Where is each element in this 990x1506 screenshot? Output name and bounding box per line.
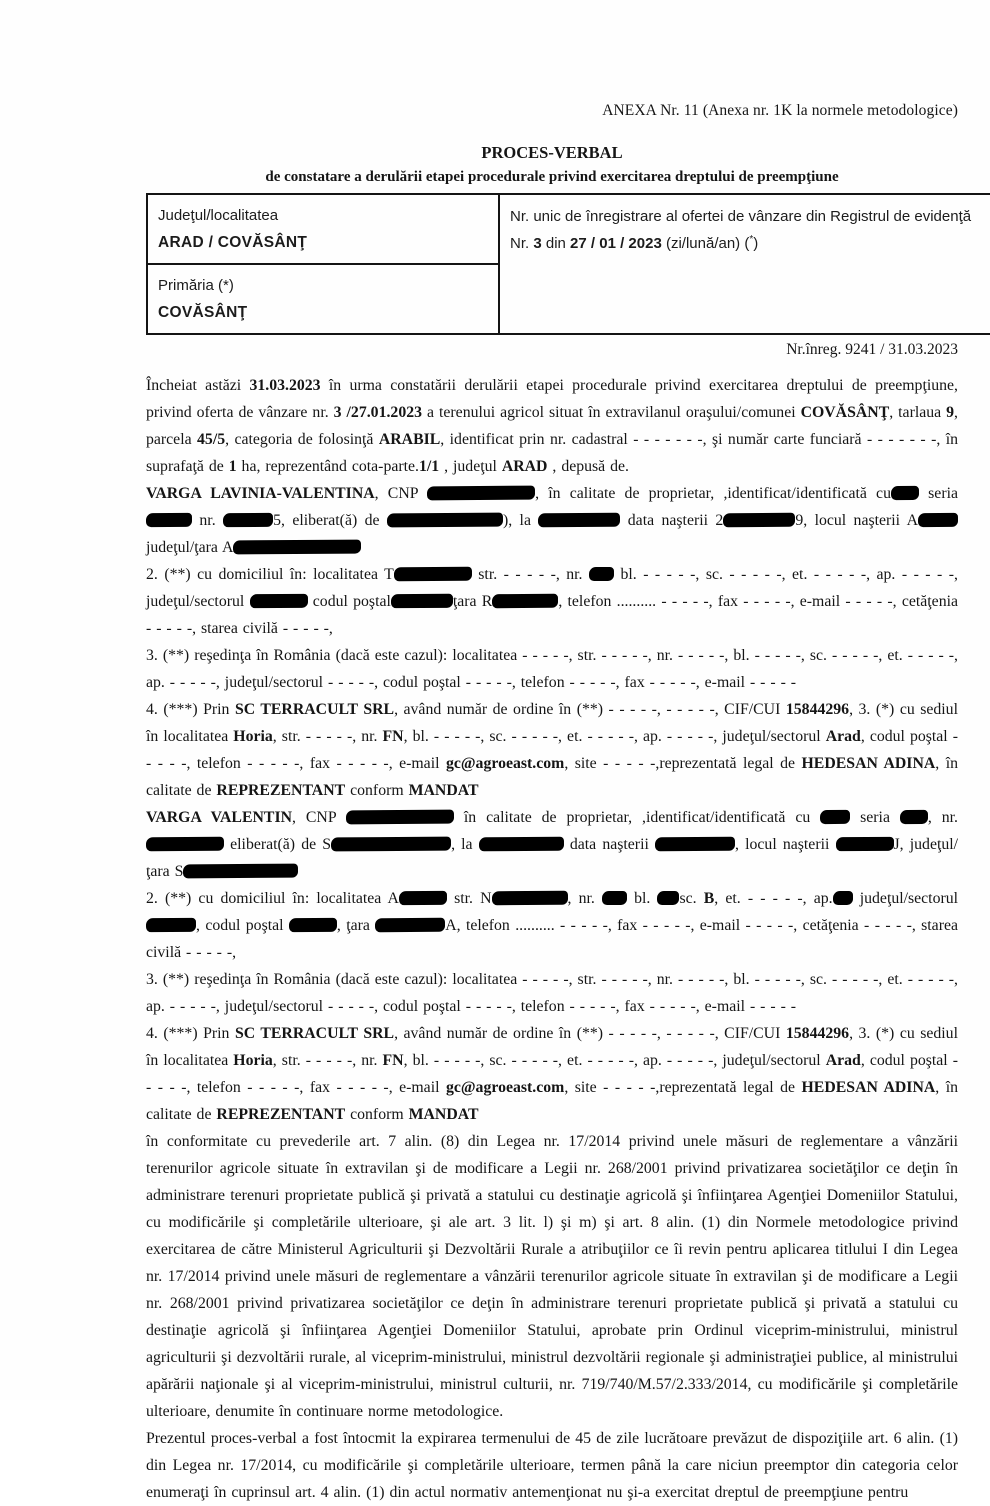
redaction-block <box>657 891 679 905</box>
table-row <box>147 194 990 264</box>
redaction-block <box>375 918 445 932</box>
paragraph-1: Încheiat astăzi 31.03.2023 în urma constatării derulării etapei procedurale privind exercitarea dreptului de preempţiune, privind oferta de vânzare nr. 3 /27.01.2023 a terenului agricol situat în extravilanul oraşului/comunei COVĂSÂNŢ, tarlaua 9, parcela 45/5, categoria de folosinţă ARABIL, identificat prin nr. cadastral - - - - - - -, şi număr carte funciară - - - - - - -, în suprafaţă de 1 ha, reprezentând cota-parte.1/1 , judeţul ARAD , depusă de. <box>146 377 958 475</box>
document-body <box>146 372 958 1506</box>
paragraph-5: 4. (***) Prin SC TERRACULT SRL, având număr de ordine în (**) - - - - -, - - - - -, CIF/CUI 15844296, 3. (*) cu sediul în localitatea Horia, str. - - - - -, nr. FN, bl. - - - - -, sc. - - - - -, et. - - - - -, ap. - - - - -, judeţul/sectorul Arad, codul poştal - - - - -, telefon - - - - -, fax - - - - -, e-mail gc@agroeast.com, site - - - - -,reprezentată legal de HEDESAN ADINA, în calitate de REPREZENTANT conform MANDAT <box>146 701 959 799</box>
cityhall-label: Primăria (*) <box>158 277 234 294</box>
redaction-block <box>183 864 298 879</box>
redaction-block <box>891 486 919 500</box>
offer-registration-label: Nr. unic de înregistrare al ofertei de vânzare din Registrul de evidenţă <box>510 208 972 225</box>
paragraph-10: în conformitate cu prevederile art. 7 alin. (8) din Legea nr. 17/2014 privind unele măsuri de reglementare a vânzării terenurilor agricole situate în extravilan şi de modificare a Legii nr. 268/2001 privind privatizarea societăţilor ce deţin în administrare terenuri proprietate publică şi privată a statului cu destinaţie agricolă şi înfiinţarea Agenţiei Domeniilor Statului, cu modificările şi completările ulterioare, şi ale art. 3 lit. l) şi m) şi art. 8 alin. (1) din Normele metodologice privind exercitarea de către Ministerul Agriculturii şi Dezvoltării Rurale a atribuţiilor ce îi revin pentru aplicarea titlului I din Legea nr. 17/2014 privind unele măsuri de reglementare a vânzării terenurilor agricole situate în extravilan şi de modificare a Legii nr. 268/2001 privind privatizarea societăţilor ce deţin în administrare terenuri proprietate publică şi privată a statului cu destinaţie agricolă şi înfiinţarea Agenţiei Domeniilor Statului, aprobate prin Ordinul viceprim-ministrului, ministrul agriculturii şi dezvoltării rurale, al viceprim-ministrului, ministrul dezvoltării regionale şi administraţiei publice, al ministrului apărării naţionale şi al viceprim-ministrului, ministrul culturii, nr. 719/740/M.57/2.333/2014, cu modificările şi completările ulterioare, denumite în continuare norme metodologice. <box>146 1133 958 1420</box>
redaction-block <box>723 513 795 528</box>
redaction-block <box>394 567 472 582</box>
redaction-block <box>146 918 196 932</box>
redaction-block <box>146 837 224 852</box>
redaction-block <box>249 594 307 608</box>
redaction-block <box>146 513 192 527</box>
redaction-block <box>289 918 337 932</box>
registration-table <box>146 193 990 335</box>
offer-registration-cell <box>499 194 990 334</box>
redaction-block <box>391 594 453 608</box>
paragraph-4: 3. (**) reşedinţa în România (dacă este cazul): localitatea - - - - -, str. - - - - -, nr. - - - - -, bl. - - - - -, sc. - - - - -, et. - - - - -, ap. - - - - -, judeţul/sectorul - - - - -, codul poştal - - - - -, telefon - - - - -, fax - - - - -, e-mail - - - - - <box>146 647 958 691</box>
cityhall-cell <box>147 264 499 334</box>
redaction-block <box>427 486 535 501</box>
redaction-block <box>491 891 567 906</box>
cityhall-value: COVĂSÂNŢ <box>158 304 248 321</box>
redaction-block <box>223 513 273 527</box>
redaction-block <box>900 810 928 824</box>
anexa-note: ANEXA Nr. 11 (Anexa nr. 1K la normele metodologice) <box>602 102 958 119</box>
paragraph-6: VARGA VALENTIN, CNP în calitate de proprietar, ,identificat/identificată cu seria , nr. eliberat(ă) de S , la data naşterii , locul naşterii J, judeţul/ţara S <box>146 809 959 880</box>
document-content <box>146 0 972 1506</box>
redaction-block <box>479 837 564 852</box>
redaction-block <box>655 837 735 852</box>
superscript-asterisk: * <box>749 234 754 245</box>
redaction-block <box>602 891 627 905</box>
redaction-block <box>346 810 454 825</box>
document-subtitle: de constatare a derulării etapei procedurale privind exercitarea dreptului de preempţiune <box>265 169 839 185</box>
redaction-block <box>820 810 850 824</box>
redaction-block <box>233 540 361 555</box>
paragraph-8: 3. (**) reşedinţa în România (dacă este cazul): localitatea - - - - -, str. - - - - -, nr. - - - - -, bl. - - - - -, sc. - - - - -, et. - - - - -, ap. - - - - -, judeţul/sectorul - - - - -, codul poştal - - - - -, telefon - - - - -, fax - - - - -, e-mail - - - - - <box>146 971 958 1015</box>
redaction-block <box>331 837 451 852</box>
document-title: PROCES-VERBAL <box>481 143 623 162</box>
paragraph-11: Prezentul proces-verbal a fost întocmit la expirarea termenului de 45 de zile lucrătoare prevăzut de dispoziţiile art. 6 alin. (1) din Legea nr. 17/2014, cu modificările şi completările ulterioare, termen până la care niciun preemptor din categoria celor enumeraţi în cuprinsul art. 4 alin. (1) din actul normativ antemenţionat nu şi-a exercitat dreptul de preempţiune pentru <box>146 1430 958 1501</box>
redaction-block <box>833 891 853 905</box>
county-cell <box>147 194 499 264</box>
redaction-block <box>399 891 447 905</box>
paragraph-2: VARGA LAVINIA-VALENTINA, CNP , în calitate de proprietar, ,identificat/identificată cu seria nr. 5, eliberat(ă) de ), la data naşterii 2 9, locul naşterii A judeţul/ţara A <box>146 485 958 556</box>
paragraph-9: 4. (***) Prin SC TERRACULT SRL, având număr de ordine în (**) - - - - -, - - - - -, CIF/CUI 15844296, 3. (*) cu sediul în localitatea Horia, str. - - - - -, nr. FN, bl. - - - - -, sc. - - - - -, et. - - - - -, ap. - - - - -, judeţul/sectorul Arad, codul poştal - - - - -, telefon - - - - -, fax - - - - -, e-mail gc@agroeast.com, site - - - - -,reprezentată legal de HEDESAN ADINA, în calitate de REPREZENTANT conform MANDAT <box>146 1025 959 1123</box>
redaction-block <box>918 513 958 527</box>
redaction-block <box>492 594 558 608</box>
registration-number-note: Nr.înreg. 9241 / 31.03.2023 <box>786 341 958 358</box>
offer-registration-number: Nr. 3 din 27 / 01 / 2023 (zi/lună/an) (*) <box>510 234 759 252</box>
paragraph-7: 2. (**) cu domiciliul în: localitatea A str. N , nr. bl. sc. B, et. - - - - -, ap. judeţul/sectorul , codul poştal , ţara A, telefon .......... - - - - -, fax - - - - -, e-mail - - - - -, cetăţenia - - - - -, starea civilă - - - - -, <box>146 890 959 961</box>
redaction-block <box>387 513 503 528</box>
redaction-block <box>589 567 614 581</box>
county-label: Judeţul/localitatea <box>158 207 279 224</box>
county-value: ARAD / COVĂSÂNŢ <box>158 234 308 251</box>
redaction-block <box>538 513 620 528</box>
paragraph-3: 2. (**) cu domiciliul în: localitatea T str. - - - - -, nr. bl. - - - - -, sc. - - - - -, et. - - - - -, ap. - - - - -, judeţul/sectorul codul poştal ţara R , telefon .......... - - - - -, fax - - - - -, e-mail - - - - -, cetăţenia - - - - -, starea civilă - - - - -, <box>146 566 958 637</box>
redaction-block <box>835 837 893 851</box>
